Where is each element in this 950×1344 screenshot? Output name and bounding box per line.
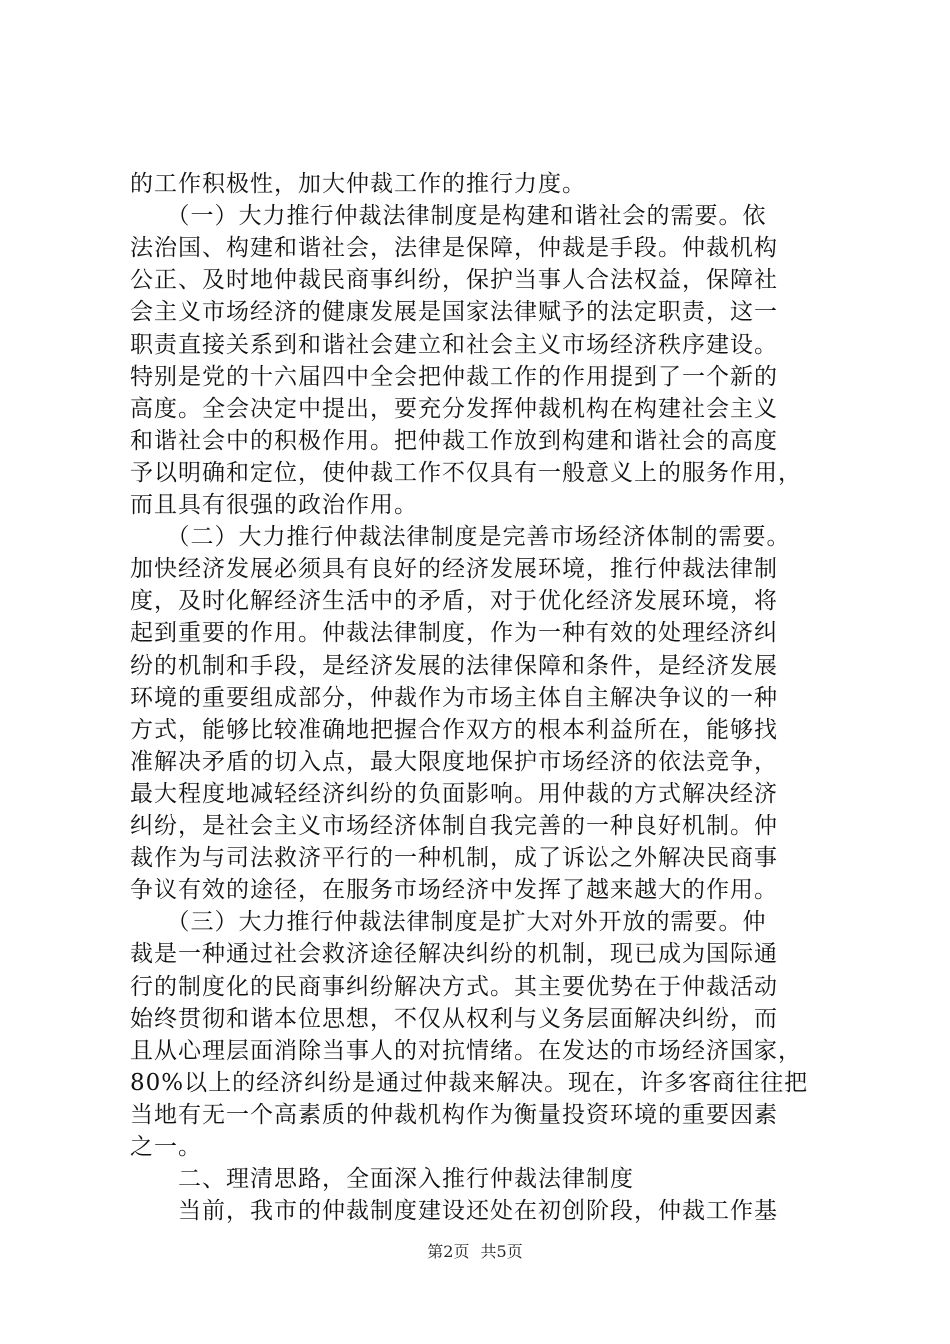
page-total: 共5页 xyxy=(480,1242,523,1261)
text-line: 行的制度化的民商事纠纷解决方式。其主要优势在于仲裁活动 xyxy=(130,974,778,1000)
text-line: （三）大力推行仲裁法律制度是扩大对外开放的需要。仲 xyxy=(130,909,767,935)
text-line: 高度。全会决定中提出，要充分发挥仲裁机构在构建社会主义 xyxy=(130,396,778,422)
text-line: 度，及时化解经济生活中的矛盾，对于优化经济发展环境，将 xyxy=(130,588,778,614)
text-line: 的工作积极性，加大仲裁工作的推行力度。 xyxy=(130,171,586,197)
text-line: 环境的重要组成部分，仲裁作为市场主体自主解决争议的一种 xyxy=(130,685,778,711)
text-line: 当地有无一个高素质的仲裁机构作为衡量投资环境的重要因素 xyxy=(130,1102,778,1128)
text-line: 方式，能够比较准确地把握合作双方的根本利益所在，能够找 xyxy=(130,717,778,743)
text-line: 争议有效的途径，在服务市场经济中发挥了越来越大的作用。 xyxy=(130,877,778,903)
text-line: 裁是一种通过社会救济途径解决纠纷的机制，现已成为国际通 xyxy=(130,941,778,967)
text-line: （二）大力推行仲裁法律制度是完善市场经济体制的需要。 xyxy=(130,524,791,550)
text-line: 始终贯彻和谐本位思想，不仅从权利与义务层面解决纠纷，而 xyxy=(130,1006,778,1032)
text-line: 特别是党的十六届四中全会把仲裁工作的作用提到了一个新的 xyxy=(130,364,778,390)
text-line: 公正、及时地仲裁民商事纠纷，保护当事人合法权益，保障社 xyxy=(130,267,778,293)
text-line: 纷的机制和手段，是经济发展的法律保障和条件，是经济发展 xyxy=(130,653,778,679)
page-number: 第2页 xyxy=(427,1242,470,1261)
text-line: 职责直接关系到和谐社会建立和社会主义市场经济秩序建设。 xyxy=(130,332,778,358)
text-line: 予以明确和定位，使仲裁工作不仅具有一般意义上的服务作用， xyxy=(130,460,802,486)
text-line: （一）大力推行仲裁法律制度是构建和谐社会的需要。依 xyxy=(130,203,767,229)
text-line: 80%以上的经济纠纷是通过仲裁来解决。现在，许多客商往往把 xyxy=(130,1070,809,1096)
text-line: 之一。 xyxy=(130,1134,202,1160)
text-line: 而且具有很强的政治作用。 xyxy=(130,492,418,518)
text-line: 准解决矛盾的切入点，最大限度地保护市场经济的依法竞争， xyxy=(130,749,778,775)
text-line: 且从心理层面消除当事人的对抗情绪。在发达的市场经济国家， xyxy=(130,1038,802,1064)
text-line: 会主义市场经济的健康发展是国家法律赋予的法定职责，这一 xyxy=(130,299,778,325)
text-line: 加快经济发展必须具有良好的经济发展环境，推行仲裁法律制 xyxy=(130,556,778,582)
text-line: 起到重要的作用。仲裁法律制度，作为一种有效的处理经济纠 xyxy=(130,620,778,646)
text-line: 最大程度地减轻经济纠纷的负面影响。用仲裁的方式解决经济 xyxy=(130,781,778,807)
page-footer xyxy=(0,1242,950,1262)
text-line: 裁作为与司法救济平行的一种机制，成了诉讼之外解决民商事 xyxy=(130,845,778,871)
text-line: 当前，我市的仲裁制度建设还处在初创阶段，仲裁工作基 xyxy=(130,1198,778,1224)
text-line: 和谐社会中的积极作用。把仲裁工作放到构建和谐社会的高度 xyxy=(130,428,778,454)
text-line: 二、理清思路，全面深入推行仲裁法律制度 xyxy=(130,1166,634,1192)
text-line: 纠纷，是社会主义市场经济体制自我完善的一种良好机制。仲 xyxy=(130,813,778,839)
text-line: 法治国、构建和谐社会，法律是保障，仲裁是手段。仲裁机构 xyxy=(130,235,778,261)
